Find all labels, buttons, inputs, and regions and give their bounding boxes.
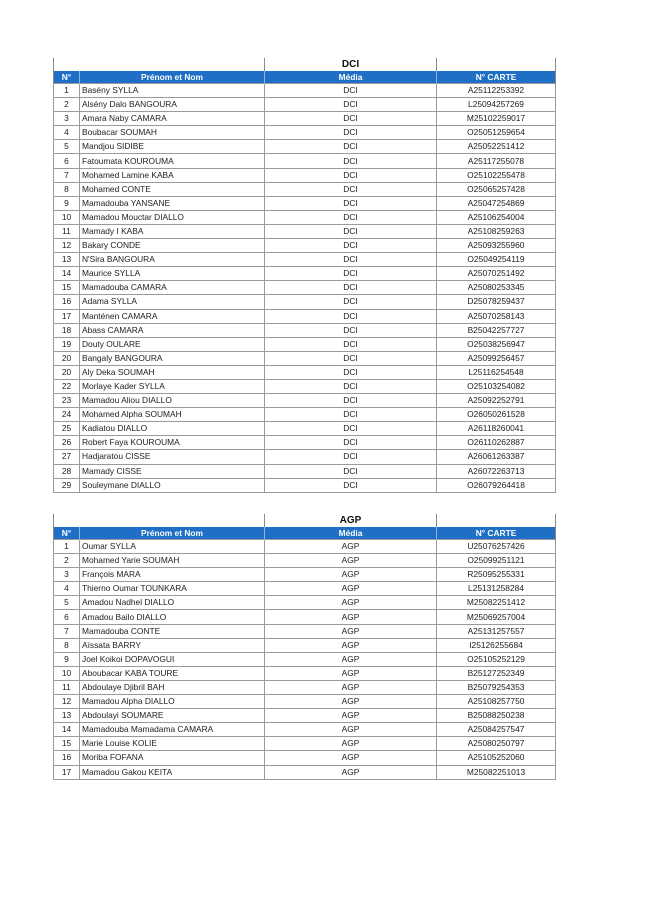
cell-name: Kadiatou DIALLO: [80, 422, 265, 436]
cell-no: 10: [54, 666, 80, 680]
cell-media: AGP: [265, 652, 437, 666]
cell-no: 13: [54, 709, 80, 723]
cell-no: 7: [54, 624, 80, 638]
table-title-row: [54, 58, 556, 71]
title-spacer: [54, 514, 265, 527]
cell-media: DCI: [265, 351, 437, 365]
table-row: [54, 281, 556, 295]
table-row: [54, 98, 556, 112]
cell-media: DCI: [265, 394, 437, 408]
cell-name: Douty OULARE: [80, 337, 265, 351]
cell-name: Mamadouba Mamadama CAMARA: [80, 723, 265, 737]
cell-media: DCI: [265, 126, 437, 140]
table-header-row: [54, 527, 556, 540]
header-name: Prénom et Nom: [80, 71, 265, 84]
table-row: [54, 394, 556, 408]
cell-card-number: A25070251492: [437, 267, 556, 281]
cell-media: DCI: [265, 140, 437, 154]
cell-no: 15: [54, 281, 80, 295]
cell-name: Oumar SYLLA: [80, 540, 265, 554]
header-media: Média: [265, 527, 437, 540]
cell-name: Amara Naby CAMARA: [80, 112, 265, 126]
table-row: [54, 436, 556, 450]
title-spacer: [437, 58, 556, 71]
cell-no: 2: [54, 98, 80, 112]
cell-card-number: L25094257269: [437, 98, 556, 112]
cell-card-number: I25126255684: [437, 638, 556, 652]
cell-name: Mamady CISSE: [80, 464, 265, 478]
cell-card-number: A25080250797: [437, 737, 556, 751]
cell-media: DCI: [265, 436, 437, 450]
cell-no: 20: [54, 351, 80, 365]
cell-name: Maurice SYLLA: [80, 267, 265, 281]
table-row: [54, 182, 556, 196]
cell-card-number: M25102259017: [437, 112, 556, 126]
table-row: [54, 540, 556, 554]
cell-no: 11: [54, 680, 80, 694]
cell-media: DCI: [265, 365, 437, 379]
cell-card-number: A25131257557: [437, 624, 556, 638]
cell-media: DCI: [265, 450, 437, 464]
cell-name: Fatoumata KOUROUMA: [80, 154, 265, 168]
cell-media: AGP: [265, 751, 437, 765]
header-card: N° CARTE: [437, 527, 556, 540]
cell-card-number: A25047254869: [437, 196, 556, 210]
table-row: [54, 239, 556, 253]
cell-name: François MARA: [80, 568, 265, 582]
cell-name: Mohamed CONTE: [80, 182, 265, 196]
cell-card-number: O25103254082: [437, 379, 556, 393]
cell-media: DCI: [265, 84, 437, 98]
table-row: [54, 765, 556, 779]
cell-no: 18: [54, 323, 80, 337]
cell-name: Mandjou SIDIBE: [80, 140, 265, 154]
header-no: N°: [54, 527, 80, 540]
cell-media: DCI: [265, 168, 437, 182]
cell-media: AGP: [265, 765, 437, 779]
cell-card-number: D25078259437: [437, 295, 556, 309]
cell-name: Abdoulayi SOUMARE: [80, 709, 265, 723]
cell-card-number: U25076257426: [437, 540, 556, 554]
cell-name: Morlaye Kader SYLLA: [80, 379, 265, 393]
cell-no: 13: [54, 253, 80, 267]
table-row: [54, 652, 556, 666]
cell-no: 17: [54, 309, 80, 323]
cell-no: 10: [54, 210, 80, 224]
table-row: [54, 624, 556, 638]
cell-name: Abass CAMARA: [80, 323, 265, 337]
cell-media: DCI: [265, 281, 437, 295]
cell-name: Mamadouba CAMARA: [80, 281, 265, 295]
table-row: [54, 365, 556, 379]
cell-name: Joel Koikoi DOPAVOGUI: [80, 652, 265, 666]
cell-card-number: B25079254353: [437, 680, 556, 694]
table-body: [54, 84, 556, 493]
table-row: [54, 112, 556, 126]
cell-no: 19: [54, 337, 80, 351]
cell-card-number: B25127252349: [437, 666, 556, 680]
cell-name: Mamadou Alpha DIALLO: [80, 695, 265, 709]
table-row: [54, 84, 556, 98]
cell-no: 16: [54, 751, 80, 765]
table-row: [54, 464, 556, 478]
cell-media: DCI: [265, 422, 437, 436]
table-row: [54, 140, 556, 154]
cell-media: DCI: [265, 267, 437, 281]
cell-media: AGP: [265, 582, 437, 596]
table-row: [54, 737, 556, 751]
cell-card-number: A25084257547: [437, 723, 556, 737]
cell-name: N'Sira BANGOURA: [80, 253, 265, 267]
cell-name: Souleymane DIALLO: [80, 478, 265, 492]
cell-card-number: A25080253345: [437, 281, 556, 295]
cell-card-number: O25065257428: [437, 182, 556, 196]
table-row: [54, 596, 556, 610]
cell-card-number: O25051259654: [437, 126, 556, 140]
cell-card-number: B25088250238: [437, 709, 556, 723]
cell-media: DCI: [265, 323, 437, 337]
table-body: [54, 540, 556, 780]
cell-name: Hadjaratou CISSE: [80, 450, 265, 464]
cell-card-number: A26118260041: [437, 422, 556, 436]
cell-card-number: A25092252791: [437, 394, 556, 408]
cell-card-number: R25095255331: [437, 568, 556, 582]
cell-media: AGP: [265, 709, 437, 723]
cell-no: 4: [54, 582, 80, 596]
cell-name: Marie Louise KOLIE: [80, 737, 265, 751]
cell-name: Aly Deka SOUMAH: [80, 365, 265, 379]
table-row: [54, 709, 556, 723]
cell-no: 25: [54, 422, 80, 436]
cell-no: 6: [54, 610, 80, 624]
table-row: [54, 723, 556, 737]
table-row: [54, 196, 556, 210]
cell-no: 22: [54, 379, 80, 393]
table-row: [54, 568, 556, 582]
table-row: [54, 168, 556, 182]
cell-no: 24: [54, 408, 80, 422]
cell-card-number: L25131258284: [437, 582, 556, 596]
cell-media: DCI: [265, 182, 437, 196]
cell-card-number: O26050261528: [437, 408, 556, 422]
cell-name: Mohamed Alpha SOUMAH: [80, 408, 265, 422]
header-no: N°: [54, 71, 80, 84]
table-row: [54, 610, 556, 624]
cell-media: DCI: [265, 464, 437, 478]
cell-no: 14: [54, 267, 80, 281]
cell-no: 1: [54, 84, 80, 98]
table-row: [54, 379, 556, 393]
cell-media: AGP: [265, 596, 437, 610]
table-row: [54, 295, 556, 309]
cell-media: AGP: [265, 568, 437, 582]
title-spacer: [54, 58, 265, 71]
cell-no: 1: [54, 540, 80, 554]
cell-card-number: B25042257727: [437, 323, 556, 337]
header-card: N° CARTE: [437, 71, 556, 84]
header-name: Prénom et Nom: [80, 527, 265, 540]
cell-card-number: A25117255078: [437, 154, 556, 168]
cell-card-number: L25116254548: [437, 365, 556, 379]
table-title: DCI: [265, 58, 437, 71]
table-row: [54, 638, 556, 652]
cell-media: AGP: [265, 540, 437, 554]
table-row: [54, 422, 556, 436]
cell-card-number: A25070258143: [437, 309, 556, 323]
cell-no: 5: [54, 596, 80, 610]
cell-no: 28: [54, 464, 80, 478]
cell-no: 15: [54, 737, 80, 751]
cell-media: DCI: [265, 112, 437, 126]
table-row: [54, 126, 556, 140]
cell-card-number: O25038256947: [437, 337, 556, 351]
table-row: [54, 253, 556, 267]
cell-no: 3: [54, 112, 80, 126]
table-row: [54, 751, 556, 765]
table-row: [54, 478, 556, 492]
cell-media: DCI: [265, 98, 437, 112]
cell-media: AGP: [265, 723, 437, 737]
cell-card-number: O26110262887: [437, 436, 556, 450]
cell-name: Mohamed Lamine KABA: [80, 168, 265, 182]
cell-name: Mamadou Mouctar DIALLO: [80, 210, 265, 224]
cell-card-number: A25106254004: [437, 210, 556, 224]
cell-name: Mamadouba YANSANE: [80, 196, 265, 210]
cell-name: Mamadou Gakou KEITA: [80, 765, 265, 779]
cell-media: AGP: [265, 666, 437, 680]
cell-media: AGP: [265, 680, 437, 694]
table-row: [54, 337, 556, 351]
cell-name: Amadou Nadhel DIALLO: [80, 596, 265, 610]
cell-name: Bangaly BANGOURA: [80, 351, 265, 365]
cell-no: 8: [54, 182, 80, 196]
table-row: [54, 351, 556, 365]
cell-name: Mamady I KABA: [80, 224, 265, 238]
table-row: [54, 154, 556, 168]
cell-no: 20: [54, 365, 80, 379]
cell-media: AGP: [265, 554, 437, 568]
cell-media: AGP: [265, 610, 437, 624]
table-row: [54, 450, 556, 464]
dci-table: [53, 58, 556, 493]
table-header-row: [54, 71, 556, 84]
cell-no: 12: [54, 239, 80, 253]
cell-card-number: M25082251013: [437, 765, 556, 779]
cell-name: Alsény Dalo BANGOURA: [80, 98, 265, 112]
table-row: [54, 224, 556, 238]
cell-name: Aïssata BARRY: [80, 638, 265, 652]
header-media: Média: [265, 71, 437, 84]
table-row: [54, 210, 556, 224]
cell-name: Amadou Bailo DIALLO: [80, 610, 265, 624]
cell-media: DCI: [265, 408, 437, 422]
cell-no: 8: [54, 638, 80, 652]
table-row: [54, 554, 556, 568]
cell-no: 16: [54, 295, 80, 309]
cell-media: AGP: [265, 624, 437, 638]
cell-media: DCI: [265, 224, 437, 238]
cell-name: Basény SYLLA: [80, 84, 265, 98]
table-title: AGP: [265, 514, 437, 527]
title-spacer: [437, 514, 556, 527]
table-row: [54, 695, 556, 709]
cell-media: AGP: [265, 638, 437, 652]
cell-media: DCI: [265, 379, 437, 393]
table-row: [54, 582, 556, 596]
cell-no: 26: [54, 436, 80, 450]
cell-media: DCI: [265, 210, 437, 224]
cell-no: 4: [54, 126, 80, 140]
cell-card-number: A26072263713: [437, 464, 556, 478]
cell-name: Adama SYLLA: [80, 295, 265, 309]
cell-name: Mamadou Aliou DIALLO: [80, 394, 265, 408]
cell-no: 27: [54, 450, 80, 464]
cell-name: Mamadouba CONTE: [80, 624, 265, 638]
cell-card-number: A25108259263: [437, 224, 556, 238]
cell-no: 3: [54, 568, 80, 582]
cell-card-number: A26061263387: [437, 450, 556, 464]
cell-no: 12: [54, 695, 80, 709]
cell-card-number: A25108257750: [437, 695, 556, 709]
cell-media: AGP: [265, 695, 437, 709]
cell-no: 9: [54, 652, 80, 666]
cell-card-number: O26079264418: [437, 478, 556, 492]
cell-no: 29: [54, 478, 80, 492]
cell-no: 11: [54, 224, 80, 238]
cell-no: 5: [54, 140, 80, 154]
cell-name: Robert Faya KOUROUMA: [80, 436, 265, 450]
cell-card-number: O25099251121: [437, 554, 556, 568]
cell-card-number: M25069257004: [437, 610, 556, 624]
table-row: [54, 408, 556, 422]
cell-media: DCI: [265, 295, 437, 309]
cell-card-number: A25093255960: [437, 239, 556, 253]
cell-card-number: M25082251412: [437, 596, 556, 610]
cell-name: Bakary CONDE: [80, 239, 265, 253]
cell-name: Manténen CAMARA: [80, 309, 265, 323]
cell-card-number: A25099256457: [437, 351, 556, 365]
cell-name: Moriba FOFANA: [80, 751, 265, 765]
cell-media: DCI: [265, 478, 437, 492]
cell-media: AGP: [265, 737, 437, 751]
cell-name: Abdoulaye Djibril BAH: [80, 680, 265, 694]
cell-media: DCI: [265, 196, 437, 210]
cell-no: 14: [54, 723, 80, 737]
table-title-row: [54, 514, 556, 527]
cell-no: 7: [54, 168, 80, 182]
cell-name: Aboubacar KABA TOURE: [80, 666, 265, 680]
table-row: [54, 323, 556, 337]
agp-table: [53, 514, 556, 780]
cell-no: 23: [54, 394, 80, 408]
cell-media: DCI: [265, 309, 437, 323]
cell-name: Thierno Oumar TOUNKARA: [80, 582, 265, 596]
cell-card-number: O25105252129: [437, 652, 556, 666]
table-row: [54, 267, 556, 281]
cell-media: DCI: [265, 154, 437, 168]
cell-name: Boubacar SOUMAH: [80, 126, 265, 140]
table-row: [54, 680, 556, 694]
cell-name: Mohamed Yarie SOUMAH: [80, 554, 265, 568]
cell-no: 9: [54, 196, 80, 210]
cell-card-number: O25049254119: [437, 253, 556, 267]
cell-no: 6: [54, 154, 80, 168]
table-row: [54, 309, 556, 323]
cell-no: 17: [54, 765, 80, 779]
cell-media: DCI: [265, 253, 437, 267]
table-row: [54, 666, 556, 680]
cell-media: DCI: [265, 337, 437, 351]
cell-media: DCI: [265, 239, 437, 253]
cell-card-number: O25102255478: [437, 168, 556, 182]
cell-card-number: A25105252060: [437, 751, 556, 765]
cell-card-number: A25112253392: [437, 84, 556, 98]
cell-no: 2: [54, 554, 80, 568]
cell-card-number: A25052251412: [437, 140, 556, 154]
